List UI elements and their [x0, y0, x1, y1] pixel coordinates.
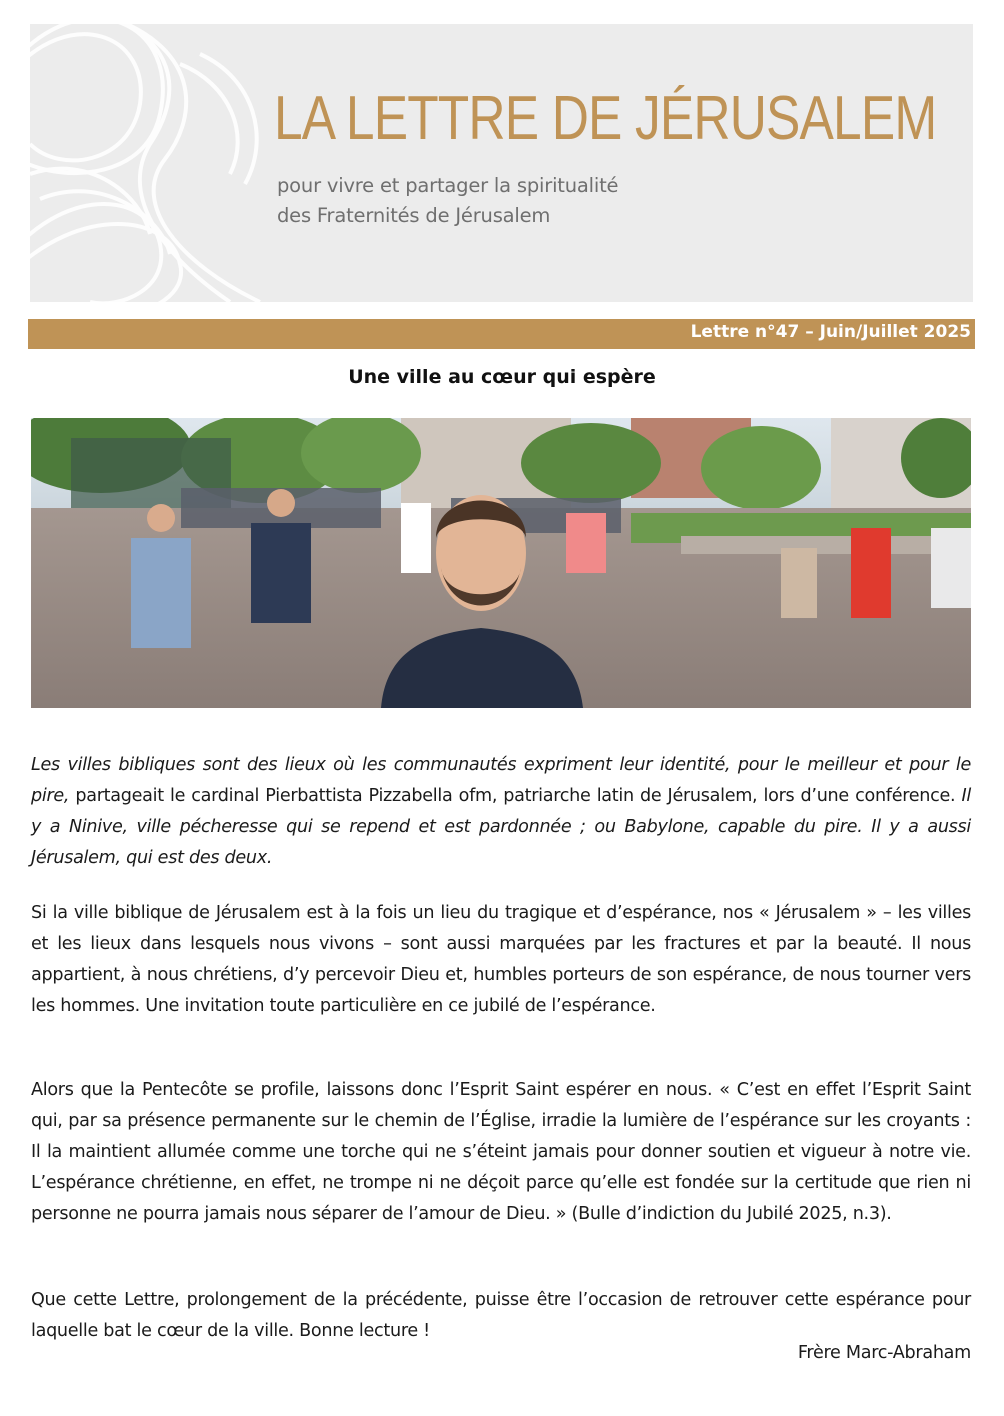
- issue-label: Lettre n°47 – Juin/Juillet 2025: [690, 322, 971, 342]
- article-photo: [31, 418, 971, 708]
- subtitle-line-2: des Fraternités de Jérusalem: [277, 204, 551, 227]
- header-banner: [30, 24, 973, 302]
- signature: Frère Marc-Abraham: [797, 1343, 971, 1363]
- quote-opening: Les villes bibliques sont des lieux où les communautés expriment leur identité, pour le meilleur et pour le pire,: [31, 755, 971, 806]
- newsletter-title: LA LETTRE DE JÉRUSALEM: [274, 84, 937, 153]
- subtitle-line-1: pour vivre et partager la spiritualité: [277, 174, 619, 197]
- paragraph-1: [31, 750, 971, 874]
- paragraph-3: Alors que la Pentecôte se profile, laissons donc l’Esprit Saint espérer en nous. « C’est en effet l’Esprit Saint qui, par sa présence permanente sur le chemin de l’Église, irradie la lumière de l’espérance sur les croyants : Il la maintient allumée comme une torche qui ne s’éteint jamais pour donner soutien et vigueur à notre vie. L’espérance chrétienne, en effet, ne trompe ni ne déçoit parce qu’elle est fondée sur la certitude que rien ni personne ne pourra jamais nous séparer de l’amour de Dieu. » (Bulle d’indiction du Jubilé 2025, n.3).: [31, 1080, 971, 1224]
- photo-illustration: [31, 418, 971, 708]
- quote-attribution: partageait le cardinal Pierbattista Pizzabella ofm, patriarche latin de Jérusalem, lors d’une conférence.: [69, 786, 962, 806]
- paragraph-2: Si la ville biblique de Jérusalem est à la fois un lieu du tragique et d’espérance, nos « Jérusalem » – les villes et les lieux dans lesquels nous vivons – sont aussi marquées par les fractures et par la beauté. Il nous appartient, à nous chrétiens, d’y percevoir Dieu et, humbles porteurs de son espérance, de nous tourner vers les hommes. Une invitation toute particulière en ce jubilé de l’espérance.: [31, 903, 971, 1016]
- jerusalem-cross-logo-icon: [30, 24, 270, 302]
- article-title: Une ville au cœur qui espère: [348, 366, 656, 388]
- quote-closing: Il y a Ninive, ville pécheresse qui se repend et est pardonnée ; ou Babylone, capable du pire. Il y a aussi Jérusalem, qui est des deux.: [31, 786, 971, 868]
- issue-bar: [28, 319, 975, 349]
- paragraph-4: Que cette Lettre, prolongement de la précédente, puisse être l’occasion de retrouver cette espérance pour laquelle bat le cœur de la ville. Bonne lecture !: [31, 1290, 971, 1341]
